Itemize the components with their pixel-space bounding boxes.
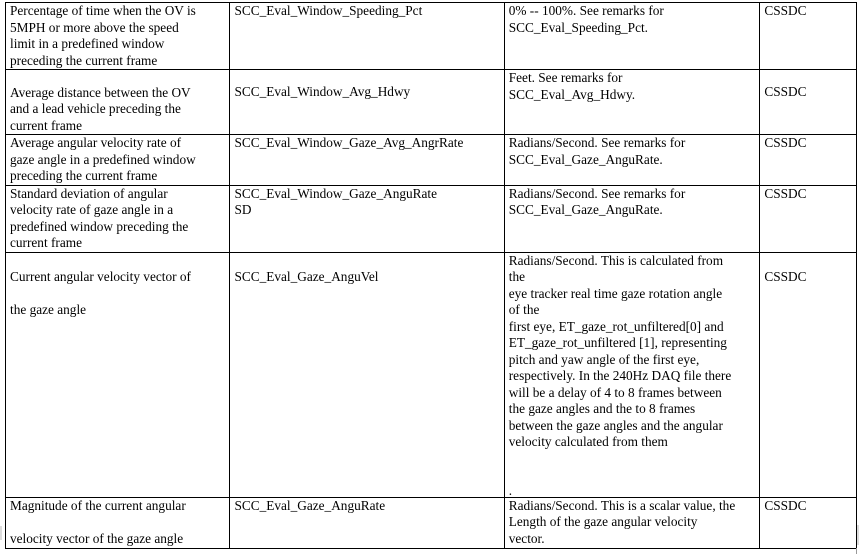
page-edge-marker [0, 526, 2, 540]
remarks-line: eye tracker real time gaze rotation angle [508, 285, 723, 301]
variable-name-cell [230, 3, 504, 70]
description-line: preceding the current frame [10, 52, 158, 68]
variable-name: SCC_Eval_Window_Speeding_Pct [234, 3, 423, 18]
remarks-cell [504, 252, 760, 497]
table-row [6, 185, 857, 252]
remarks-cell [504, 497, 760, 548]
variable-name-cell [230, 252, 504, 497]
table-row [6, 3, 857, 70]
line-spacer [10, 514, 225, 531]
description-cell [6, 70, 230, 135]
remarks-line: 0% -- 100%. See remarks for [508, 3, 664, 18]
remarks-line: SCC_Eval_Gaze_AnguRate. [508, 151, 663, 167]
source-cell [760, 497, 857, 548]
remarks-cell [504, 3, 760, 70]
remarks-line: of the [508, 302, 540, 317]
variable-definition-table [5, 2, 857, 549]
remarks-trailing-mark: . [508, 482, 513, 497]
variable-name: SCC_Eval_Gaze_AnguRate [234, 497, 386, 513]
description-cell [6, 497, 230, 548]
remarks-cell [504, 185, 760, 252]
remarks-line: the gaze angles and the to 8 frames [508, 401, 696, 416]
remarks-line: SCC_Eval_Gaze_AnguRate. [508, 202, 663, 217]
variable-name-cell [230, 185, 504, 252]
variable-name: SCC_Eval_Window_Gaze_Avg_AngrRate [234, 135, 464, 150]
remarks-line: Radians/Second. This is a scalar value, the [508, 497, 736, 513]
variable-name: SCC_Eval_Window_Avg_Hdwy [234, 84, 411, 99]
source-cell [760, 185, 857, 252]
remarks-line: the [508, 269, 525, 284]
remarks-line: Radians/Second. See remarks for [508, 135, 686, 150]
remarks-line: Radians/Second. See remarks for [508, 185, 686, 201]
line-spacer [10, 285, 225, 302]
remarks-line: between the gaze angles and the angular [508, 417, 723, 433]
description-line: and a lead vehicle preceding the [10, 101, 181, 116]
remarks-line: first eye, ET_gaze_rot_unfiltered[0] and [508, 318, 724, 334]
source-cell [760, 70, 857, 135]
remarks-line: Length of the gaze angular velocity [508, 514, 698, 529]
description-line: the gaze angle [10, 302, 87, 317]
description-line: Current angular velocity vector of [10, 268, 191, 284]
remarks-line: Radians/Second. This is calculated from [508, 252, 724, 268]
variable-name-cell [230, 497, 504, 548]
variable-name-suffix: SD [234, 202, 252, 217]
description-line: velocity vector of the gaze angle [10, 531, 184, 546]
description-line: limit in a predefined window [10, 36, 165, 51]
description-cell [6, 252, 230, 497]
description-line: current frame [10, 235, 82, 250]
description-cell [6, 3, 230, 70]
page-edge-marker [857, 525, 859, 545]
variable-name: SCC_Eval_Window_Gaze_AnguRate [234, 185, 438, 201]
remarks-line: SCC_Eval_Avg_Hdwy. [508, 86, 636, 102]
source-label: CSSDC [764, 497, 807, 513]
description-cell [6, 135, 230, 186]
remarks-line: pitch and yaw angle of the first eye, [508, 351, 700, 367]
variable-name-cell [230, 135, 504, 186]
remarks-line: will be a delay of 4 to 8 frames between [508, 384, 722, 400]
remarks-line: SCC_Eval_Speeding_Pct. [508, 19, 648, 35]
source-cell [760, 135, 857, 186]
table-row [6, 252, 857, 497]
remarks-cell [504, 70, 760, 135]
description-cell [6, 185, 230, 252]
page-corner-marker [856, 548, 857, 554]
description-line: gaze angle in a predefined window [10, 151, 196, 167]
remarks-line: ET_gaze_rot_unfiltered [1], representing [508, 335, 727, 350]
remarks-line: velocity calculated from them [508, 434, 668, 449]
line-spacer [509, 451, 760, 487]
description-line: predefined window preceding the [10, 218, 189, 234]
remarks-cell [504, 135, 760, 186]
description-line: Average distance between the OV [10, 84, 191, 100]
variable-name: SCC_Eval_Gaze_AnguVel [234, 268, 379, 284]
description-line: current frame [10, 117, 82, 133]
remarks-line: respectively. In the 240Hz DAQ file there [508, 368, 732, 383]
source-label: CSSDC [764, 268, 807, 284]
table-row [6, 497, 857, 548]
description-line: Average angular velocity rate of [10, 135, 182, 150]
source-label: CSSDC [764, 84, 807, 99]
source-label: CSSDC [764, 135, 807, 150]
description-line: Percentage of time when the OV is [10, 3, 196, 18]
source-cell [760, 252, 857, 497]
remarks-line: Feet. See remarks for [508, 70, 623, 85]
variable-name-cell [230, 70, 504, 135]
source-label: CSSDC [764, 185, 807, 201]
source-cell [760, 3, 857, 70]
table-row [6, 70, 857, 135]
table-row [6, 135, 857, 186]
description-line: 5MPH or more above the speed [10, 19, 179, 35]
description-line: preceding the current frame [10, 168, 158, 183]
description-line: Standard deviation of angular [10, 185, 168, 201]
source-label: CSSDC [764, 3, 807, 18]
description-line: velocity rate of gaze angle in a [10, 202, 174, 217]
remarks-line: vector. [508, 530, 545, 546]
description-line: Magnitude of the current angular [10, 497, 186, 513]
